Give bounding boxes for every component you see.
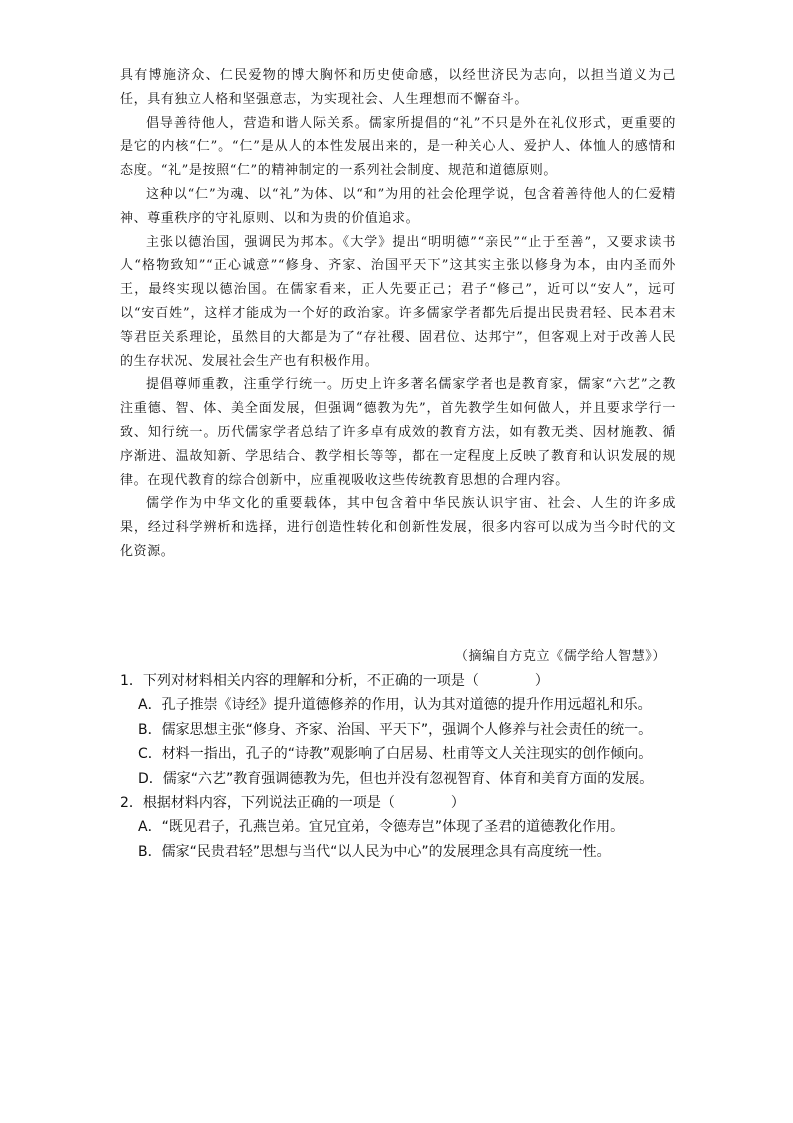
source-citation: （摘编自方克立《儒学给人智慧》） bbox=[454, 649, 666, 664]
question-2 bbox=[120, 791, 676, 864]
reading-passage bbox=[120, 64, 676, 564]
option-a[interactable]: A．“既见君子，孔燕岂弟。宜兄宜弟，令德寿岂”体现了圣君的道德教化作用。 bbox=[138, 819, 625, 836]
passage-paragraph: 儒学作为中华文化的重要载体，其中包含着中华民族认识宇宙、社会、人生的许多成果，经过科学辨析和选择，进行创造性转化和创新性发展，很多内容可以成为当今时代的文化资源。 bbox=[120, 496, 676, 559]
question-stem-close: ） bbox=[450, 795, 465, 812]
passage-paragraph: 提倡尊师重教，注重学行统一。历史上许多著名儒家学者也是教育家，儒家“六艺”之教注重德、智、体、美全面发展，但强调“德教为先”，首先教学生如何做人，并且要求学行一致、知行统一。历代儒家学者总结了许多卓有成效的教育方法，如有教无类、因材施教、循序渐进、温故知新、学思结合、教学相长等等，都在一定程度上反映了教育和认识发展的规律。在现代教育的综合创新中，应重视吸收这些传统教育思想的合理内容。 bbox=[120, 377, 676, 488]
passage-paragraph: 倡导善待他人，营造和谐人际关系。儒家所提倡的“礼”不只是外在礼仪形式，更重要的是它的内核“仁”。“仁”是从人的本性发展出来的，是一种关心人、爱护人、体恤人的感情和态度。“礼”是按照“仁”的精神制定的一系列社会制度、规范和道德原则。 bbox=[120, 115, 676, 179]
option-c[interactable]: C．材料一指出，孔子的“诗教”观影响了白居易、杜甫等文人关注现实的创作倾向。 bbox=[138, 746, 653, 763]
question-stem-close: ） bbox=[534, 673, 549, 689]
passage-paragraph: 具有博施济众、仁民爱物的博大胸怀和历史使命感，以经世济民为志向，以担当道义为己任，具有独立人格和坚强意志，为实现社会、人生理想而不懈奋斗。 bbox=[120, 68, 676, 107]
option-a[interactable]: A．孔子推崇《诗经》提升道德修养的作用，认为其对道德的提升作用远超礼和乐。 bbox=[138, 697, 652, 714]
question-stem bbox=[120, 669, 676, 693]
question-list bbox=[120, 669, 676, 864]
question-stem bbox=[120, 791, 676, 815]
question-1 bbox=[120, 669, 676, 791]
passage-paragraph: 这种以“仁”为魂、以“礼”为体、以“和”为用的社会伦理学说，包含着善待他人的仁爱精神、尊重秩序的守礼原则、以和为贵的价值追求。 bbox=[120, 186, 676, 226]
passage-paragraph: 主张以德治国，强调民为邦本。《大学》提出“明明德”“亲民”“止于至善”，又要求读书人“格物致知”“正心诚意”“修身、齐家、治国平天下”这其实主张以修身为本，由内圣而外王，最终实现以德治国。在儒家看来，正人先要正己；君子“修己”，近可以“安人”，远可以“安百姓”，这样才能成为一个好的政治家。许多儒家学者都先后提出民贵君轻、民本君末等君臣关系理论，虽然目的大都是为了“存社稷、固君位、达邦宁”，但客观上对于改善人民的生存状况、发展社会生产也有积极作用。 bbox=[120, 234, 676, 369]
option-b[interactable]: B．儒家“民贵君轻”思想与当代“以人民为中心”的发展理念具有高度统一性。 bbox=[138, 843, 611, 860]
option-d[interactable]: D．儒家“六艺”教育强调德教为先，但也并没有忽视智育、体育和美育方面的发展。 bbox=[138, 770, 654, 787]
option-b[interactable]: B．儒家思想主张“修身、齐家、治国、平天下”，强调个人修养与社会责任的统一。 bbox=[138, 721, 653, 738]
question-stem-text: 1．下列对材料相关内容的理解和分析，不正确的一项是（ bbox=[120, 673, 479, 689]
question-stem-text: 2．根据材料内容，下列说法正确的一项是（ bbox=[120, 795, 395, 812]
